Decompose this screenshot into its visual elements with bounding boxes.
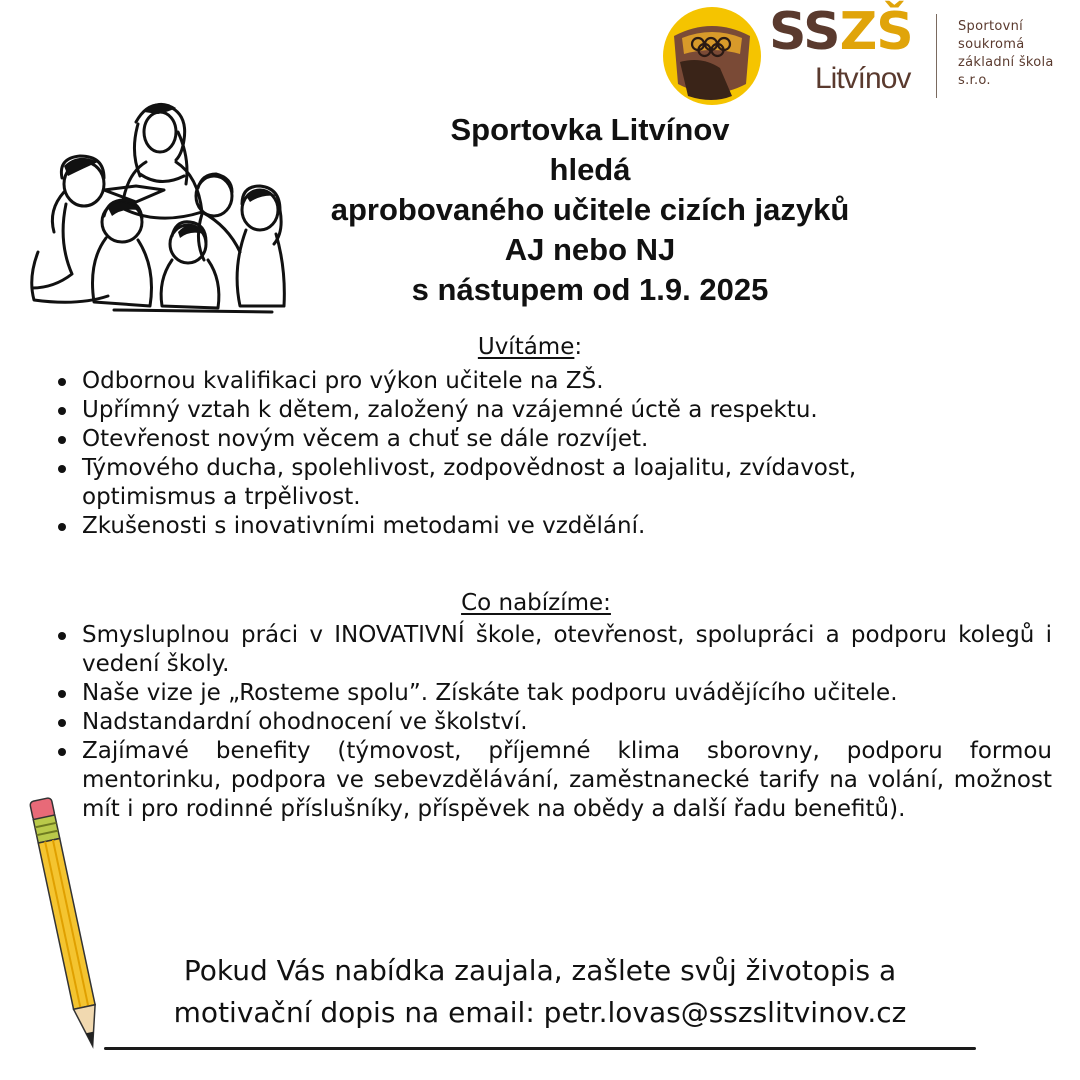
list-item: Týmového ducha, spolehlivost, zodpovědnost a loajalitu, zvídavost, optimismus a trpělivost.: [54, 454, 1044, 512]
logo-city: Litvínov: [815, 62, 911, 95]
list-item: Odbornou kvalifikaci pro výkon učitele na ZŠ.: [54, 367, 1044, 396]
contact-line: Pokud Vás nabídka zaujala, zašlete svůj životopis a: [183, 954, 897, 987]
pencil-line-divider: [104, 1047, 976, 1050]
headline-line: AJ nebo NJ: [504, 232, 676, 267]
olympic-rings-badge-icon: [662, 6, 762, 106]
offer-title: Co nabízíme:: [461, 590, 611, 616]
offer-list: [54, 621, 1052, 824]
list-item: Zkušenosti s inovativními metodami ve vzdělání.: [54, 512, 1044, 541]
pencil-icon: [26, 790, 116, 1060]
headline-line: Sportovka Litvínov: [450, 112, 730, 147]
list-item: Naše vize je „Rosteme spolu”. Získáte tak podporu uvádějícího učitele.: [54, 679, 1052, 708]
headline-line: s nástupem od 1.9. 2025: [411, 272, 769, 307]
list-item: Otevřenost novým věcem a chuť se dále rozvíjet.: [54, 425, 1044, 454]
logo-divider: [936, 14, 937, 98]
school-logo: [662, 2, 1080, 106]
job-headline: [260, 110, 920, 310]
list-item: Upřímný vztah k dětem, založený na vzájemné úctě a respektu.: [54, 396, 1044, 425]
headline-line: aprobovaného učitele cizích jazyků: [330, 192, 850, 227]
headline-line: hledá: [549, 152, 631, 187]
logo-subtitle: Sportovní soukromá základní škola s.r.o.: [958, 19, 1054, 88]
teacher-reading-children-illustration: [18, 92, 288, 324]
welcome-title: Uvítáme:: [477, 334, 583, 360]
list-item: Zajímavé benefity (týmovost, příjemné klima sborovny, podporu formou mentorinku, podpora ve sebevzdělávání, zaměstnanecké tarify na volání, možnost mít i pro rodinné příslušníky, příspěvek na obědy a další řadu benefitů).: [54, 737, 1052, 824]
list-item: Nadstandardní ohodnocení ve školství.: [54, 708, 1052, 737]
contact-line: motivační dopis na email: petr.lovas@sszslitvinov.cz: [173, 996, 907, 1029]
contact-text: [90, 950, 990, 1034]
list-item: Smysluplnou práci v INOVATIVNÍ škole, otevřenost, spolupráci a podporu kolegů i vedení školy.: [54, 621, 1052, 679]
welcome-list: [54, 367, 1044, 541]
logo-wordmark: SSZŠ: [769, 2, 913, 62]
